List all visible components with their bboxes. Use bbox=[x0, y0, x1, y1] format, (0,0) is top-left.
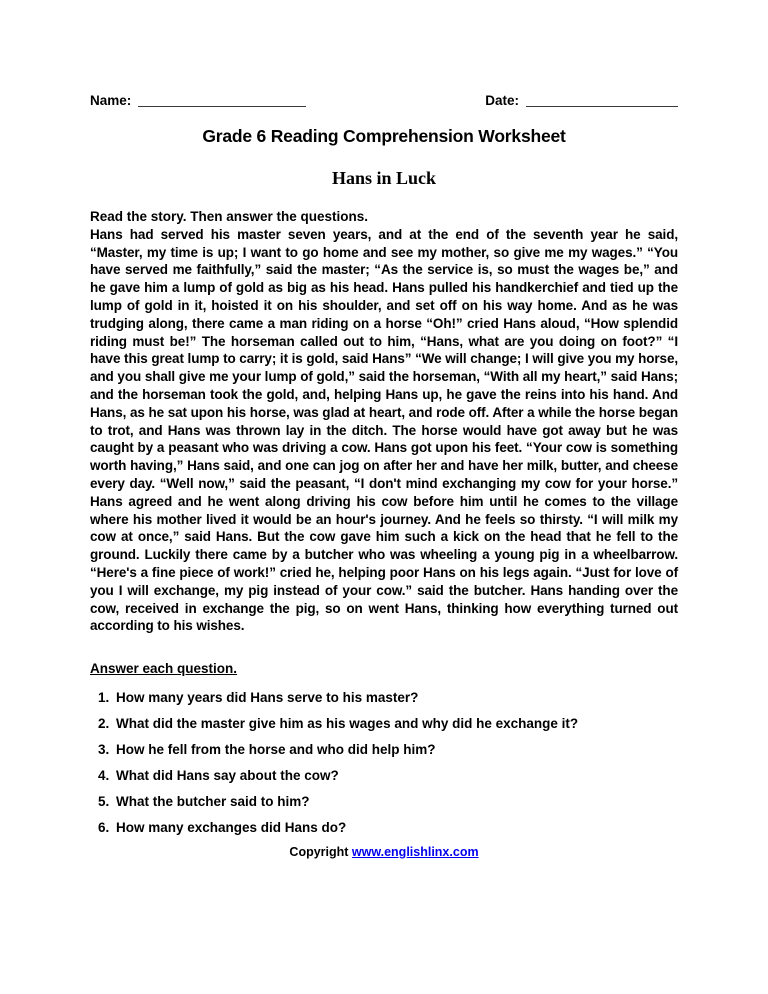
story-paragraph: Hans had served his master seven years, and at the end of the seventh year he said, “Master, my time is up; I want to go home and see my mother, so give me my wages.” “You have served me faithfully,” said the master; “As the service is, so must the wages be,” and he gave him a lump of gold as big as his head. Hans pulled his handkerchief and tied up the lump of gold in it, hoisted it on his shoulder, and set off on his way home. And as he was trudging along, there came a man riding on a horse “Oh!” cried Hans aloud, “How splendid riding must be!” The horseman called out to him, “Hans, what are you doing on foot?” “I have this great lump to carry; it is gold, said Hans” “We will change; I will give you my horse, and you shall give me your lump of gold,” said the horseman, “With all my heart,” said Hans; and the horseman took the gold, and, helping Hans up, he gave the reins into his hand. And Hans, as he sat upon his horse, was glad at heart, and rode off. After a while the horse began to trot, and Hans was thrown lay in the ditch. The horse would have got away but he was caught by a peasant who was driving a cow. Hans got upon his feet. “Your cow is something worth having,” Hans said, and one can jog on after her and have her milk, butter, and cheese every day. “Well now,” said the peasant, “I don't mind exchanging my cow for your horse.” Hans agreed and he went along driving his cow before him until he comes to the village where his mother lived it would be an hour's journey. And he feels so thirsty. “I will milk my cow at once,” said Hans. But the cow gave him such a kick on the head that he fell to the ground. Luckily there came by a butcher who was wheeling a young pig in a wheelbarrow. “Here's a fine piece of work!” cried he, helping poor Hans on his legs again. “Just for love of you I will exchange, my pig instead of your cow.” said the butcher. Hans handing over the cow, received in exchange the pig, so on went Hans, thinking how everything turned out according to his wishes. bbox=[90, 226, 678, 634]
question-item: 2. What did the master give him as his wages and why did he exchange it? bbox=[113, 715, 678, 732]
name-field-group bbox=[90, 93, 306, 108]
question-item: 5. What the butcher said to him? bbox=[113, 793, 678, 810]
story-title: Hans in Luck bbox=[331, 168, 437, 188]
date-field-group bbox=[485, 93, 678, 108]
date-blank-line bbox=[526, 104, 678, 107]
name-date-row bbox=[90, 93, 678, 108]
questions-list bbox=[90, 689, 678, 836]
question-item: 1. How many years did Hans serve to his master? bbox=[113, 689, 678, 706]
copyright-link[interactable]: www.englishlinx.com bbox=[351, 844, 479, 859]
instructions-text: Read the story. Then answer the questions. bbox=[90, 209, 369, 224]
question-item: 3. How he fell from the horse and who did help him? bbox=[113, 741, 678, 758]
copyright-text: Copyright bbox=[289, 844, 352, 859]
questions-header: Answer each question. bbox=[90, 660, 238, 676]
question-item: 4. What did Hans say about the cow? bbox=[113, 767, 678, 784]
question-item: 6. How many exchanges did Hans do? bbox=[113, 819, 678, 836]
name-blank-line bbox=[138, 104, 306, 107]
page-title: Grade 6 Reading Comprehension Worksheet bbox=[202, 126, 566, 146]
date-label: Date: bbox=[485, 93, 519, 108]
copyright-line bbox=[90, 845, 678, 859]
name-label: Name: bbox=[90, 93, 132, 108]
